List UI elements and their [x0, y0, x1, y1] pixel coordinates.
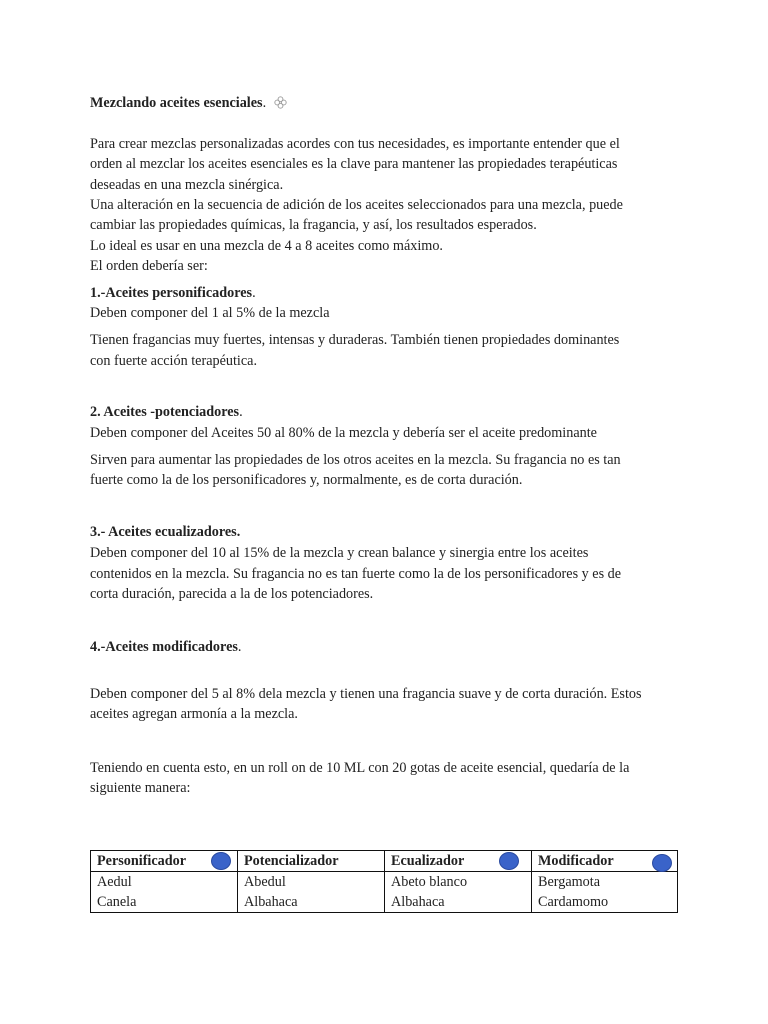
header-label: Potencializador	[244, 853, 339, 869]
section-line: aceites agregan armonía a la mezcla.	[90, 706, 298, 722]
closing-line: Teniendo en cuenta esto, en un roll on de 10 ML con 20 gotas de aceite esencial, quedaría de la	[90, 760, 630, 776]
section-heading	[90, 402, 243, 422]
table-cell: Abeto blanco	[385, 872, 532, 893]
circle-icon	[652, 854, 672, 872]
table-cell: Cardamomo	[532, 892, 678, 913]
table-row	[91, 872, 678, 893]
intro-line: cambiar las propiedades químicas, la fragancia, y así, los resultados esperados.	[90, 217, 537, 233]
title-suffix: .	[262, 95, 267, 111]
section-line: corta duración, parecida a la de los potenciadores.	[90, 586, 374, 602]
table-cell: Albahaca	[238, 892, 385, 913]
table-cell: Canela	[91, 892, 238, 913]
table-header-cell	[238, 851, 385, 872]
intro-line: orden al mezclar los aceites esenciales es la clave para mantener las propiedades terapéuticas	[90, 156, 618, 172]
flower-icon	[274, 96, 287, 109]
section-line: Deben componer del 10 al 15% de la mezcla y crean balance y sinergia entre los aceites	[90, 545, 589, 561]
document-title	[90, 93, 287, 113]
circle-icon	[499, 852, 519, 870]
table-cell: Abedul	[238, 872, 385, 893]
section-heading-suffix: .	[239, 404, 243, 420]
section-line: con fuerte acción terapéutica.	[90, 353, 257, 369]
table-cell: Aedul	[91, 872, 238, 893]
table-header-cell	[385, 851, 532, 872]
intro-line: Una alteración en la secuencia de adición de los aceites seleccionados para una mezcla, puede	[90, 197, 623, 213]
section-heading	[90, 522, 240, 542]
title-text: Mezclando aceites esenciales	[90, 95, 263, 111]
section-heading-text: 3.- Aceites ecualizadores.	[90, 524, 241, 540]
intro-line: Lo ideal es usar en una mezcla de 4 a 8 aceites como máximo.	[90, 238, 443, 254]
table-header-cell	[532, 851, 678, 872]
table-header-cell	[91, 851, 238, 872]
section-heading-text: 1.-Aceites personificadores	[90, 285, 253, 301]
section-line: Tienen fragancias muy fuertes, intensas y duraderas. También tienen propiedades dominantes	[90, 332, 620, 348]
intro-line: deseadas en una mezcla sinérgica.	[90, 177, 284, 193]
table-header-row	[91, 851, 678, 872]
header-label: Personificador	[97, 853, 187, 869]
section-heading	[90, 637, 241, 657]
section-line: fuerte como la de los personificadores y, normalmente, es de corta duración.	[90, 472, 523, 488]
closing-line: siguiente manera:	[90, 780, 191, 796]
circle-icon	[211, 852, 231, 870]
section-line: Deben componer del 1 al 5% de la mezcla	[90, 305, 330, 321]
section-heading-suffix: .	[237, 639, 242, 655]
section-line: contenidos en la mezcla. Su fragancia no es tan fuerte como la de los personificadores y es de	[90, 566, 622, 582]
section-heading-text: 4.-Aceites modificadores	[90, 639, 238, 655]
table-row	[91, 892, 678, 913]
section-heading-suffix: .	[252, 285, 256, 301]
intro-line: El orden debería ser:	[90, 258, 208, 274]
table-cell: Bergamota	[532, 872, 678, 893]
section-line: Deben componer del 5 al 8% dela mezcla y tienen una fragancia suave y de corta duración. Estos	[90, 686, 642, 702]
header-label: Ecualizador	[391, 853, 465, 869]
section-line: Sirven para aumentar las propiedades de los otros aceites en la mezcla. Su fragancia no es tan	[90, 452, 621, 468]
table-cell: Albahaca	[385, 892, 532, 913]
intro-line: Para crear mezclas personalizadas acordes con tus necesidades, es importante entender que el	[90, 136, 620, 152]
section-heading-text: 2. Aceites -potenciadores	[90, 404, 240, 420]
header-label: Modificador	[538, 853, 614, 869]
section-line: Deben componer del Aceites 50 al 80% de la mezcla y debería ser el aceite predominante	[90, 425, 597, 441]
oils-table	[90, 850, 678, 913]
section-heading	[90, 283, 256, 303]
